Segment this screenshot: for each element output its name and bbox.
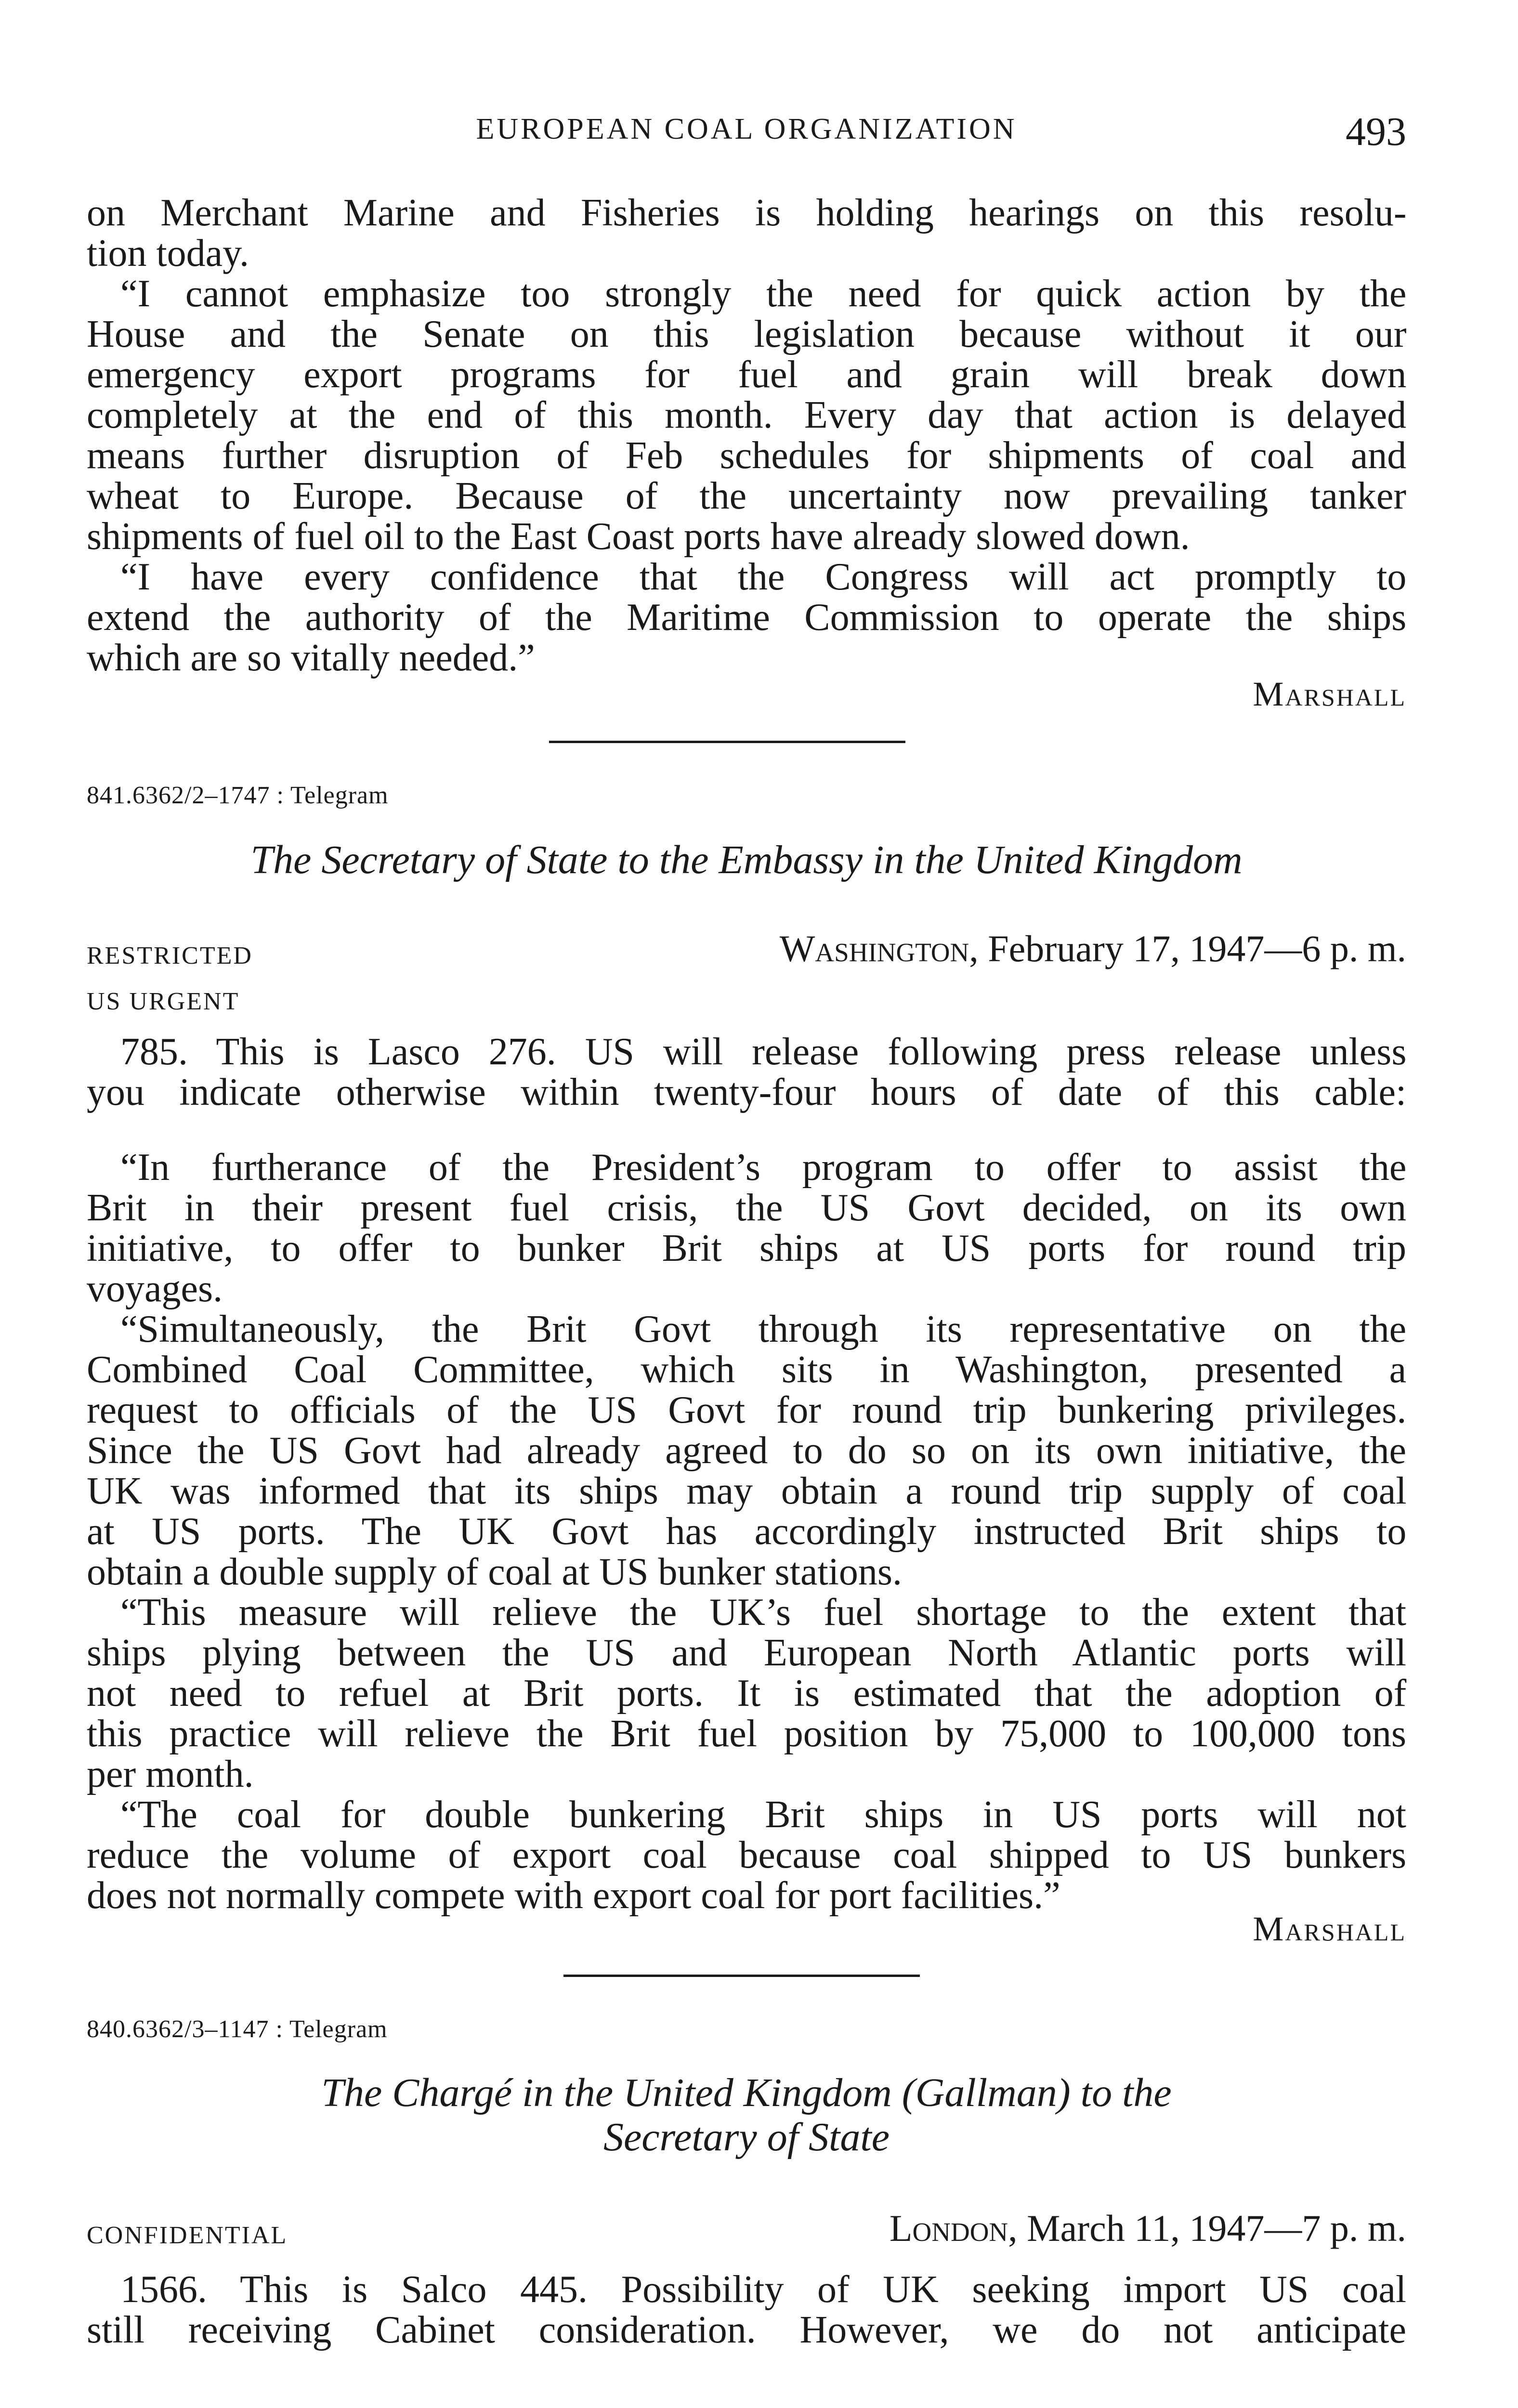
section-divider — [549, 741, 905, 743]
text-line: Combined Coal Committee, which sits in Washington, presented a — [87, 1348, 1407, 1391]
document-page — [87, 0, 1406, 2408]
dateline-date: , March 11, 1947—7 p. m. — [1008, 2207, 1406, 2249]
text-line: 1566. This is Salco 445. Possibility of UK seeking import US coal — [120, 2268, 1407, 2311]
text-line: “Simultaneously, the Brit Govt through its representative on the — [120, 1308, 1407, 1350]
text-line: which are so vitally needed.” — [87, 637, 535, 679]
text-line: House and the Senate on this legislation because without it our — [87, 313, 1407, 355]
text-line: extend the authority of the Maritime Commission to operate the ships — [87, 596, 1407, 639]
press-release-para-3 — [87, 1592, 1406, 1794]
telegram-intro — [87, 1032, 1406, 1112]
dateline-place: Washington — [779, 928, 969, 969]
text-line: tion today. — [87, 232, 249, 275]
press-release-para-1 — [87, 1147, 1406, 1309]
text-line: Brit in their present fuel crisis, the US Govt decided, on its own — [87, 1187, 1406, 1229]
text-line: does not normally compete with export coal for port facilities.” — [87, 1874, 1060, 1917]
document-heading: The Secretary of State to the Embassy in the United Kingdom — [250, 838, 1243, 882]
text-line: UK was informed that its ships may obtain a round trip supply of coal — [87, 1470, 1407, 1512]
telegram-body — [87, 2269, 1406, 2350]
text-line: ships plying between the US and European North Atlantic ports will — [87, 1632, 1406, 1674]
signature-marshall-2: Marshall — [1253, 1910, 1406, 1948]
text-line: “The coal for double bunkering Brit ships in US ports will not — [120, 1793, 1406, 1836]
text-line: “This measure will relieve the UK’s fuel shortage to the extent that — [120, 1591, 1406, 1634]
running-head-title: EUROPEAN COAL ORGANIZATION — [476, 113, 1017, 145]
heading-line: Secretary of State — [603, 2115, 890, 2159]
classification-confidential: CONFIDENTIAL — [87, 2222, 288, 2249]
paragraph-quote-2 — [87, 557, 1406, 678]
paragraph-quote-1 — [87, 274, 1406, 557]
text-line: not need to refuel at Brit ports. It is estimated that the adoption of — [87, 1672, 1407, 1714]
text-line: “In furtherance of the President’s program to offer to assist the — [120, 1146, 1407, 1189]
dateline — [890, 2207, 1406, 2250]
text-line: “I have every confidence that the Congress will act promptly to — [120, 556, 1407, 598]
text-line: at US ports. The UK Govt has accordingly instructed Brit ships to — [87, 1510, 1407, 1553]
text-line: you indicate otherwise within twenty-four hours of date of this cable: — [87, 1071, 1407, 1113]
signature-marshall-1: Marshall — [1253, 675, 1406, 713]
classification-restricted: RESTRICTED — [87, 942, 253, 969]
dateline — [780, 927, 1406, 970]
text-line: “I cannot emphasize too strongly the need for quick action by the — [120, 273, 1407, 315]
document-reference: 840.6362/3–1147 : Telegram — [87, 2015, 388, 2043]
press-release-para-2 — [87, 1309, 1406, 1592]
text-line: shipments of fuel oil to the East Coast ports have already slowed down. — [87, 515, 1190, 558]
text-line: reduce the volume of export coal because coal shipped to US bunkers — [87, 1834, 1407, 1876]
text-line: obtain a double supply of coal at US bunker stations. — [87, 1551, 903, 1593]
press-release-para-4 — [87, 1794, 1406, 1916]
text-line: 785. This is Lasco 276. US will release following press release unless — [120, 1031, 1407, 1073]
text-line: request to officials of the US Govt for round trip bunkering privileges. — [87, 1389, 1407, 1431]
heading-line: The Chargé in the United Kingdom (Gallman) to the — [321, 2070, 1172, 2115]
document-heading — [87, 2071, 1406, 2159]
dateline-place: London — [889, 2207, 1008, 2249]
text-line: Since the US Govt had already agreed to do so on its own initiative, the — [87, 1429, 1406, 1472]
running-head — [87, 108, 1406, 161]
text-line: emergency export programs for fuel and grain will break down — [87, 353, 1407, 396]
text-line: voyages. — [87, 1268, 223, 1310]
text-line: on Merchant Marine and Fisheries is holding hearings on this resolu- — [87, 192, 1407, 234]
text-line: initiative, to offer to bunker Brit ships at US ports for round trip — [87, 1227, 1406, 1269]
text-line: still receiving Cabinet consideration. However, we do not anticipate — [87, 2309, 1406, 2351]
classification-urgent: US URGENT — [87, 988, 240, 1015]
text-line: completely at the end of this month. Every day that action is delayed — [87, 394, 1407, 436]
page-number: 493 — [1346, 109, 1406, 154]
text-line: this practice will relieve the Brit fuel position by 75,000 to 100,000 tons — [87, 1713, 1406, 1755]
text-line: wheat to Europe. Because of the uncertainty now prevailing tanker — [87, 475, 1406, 517]
dateline-date: , February 17, 1947—6 p. m. — [969, 928, 1406, 969]
section-divider — [563, 1975, 920, 1977]
document-reference: 841.6362/2–1747 : Telegram — [87, 782, 389, 809]
text-line: means further disruption of Feb schedules for shipments of coal and — [87, 434, 1407, 477]
paragraph-continuation — [87, 193, 1406, 274]
text-line: per month. — [87, 1753, 254, 1795]
